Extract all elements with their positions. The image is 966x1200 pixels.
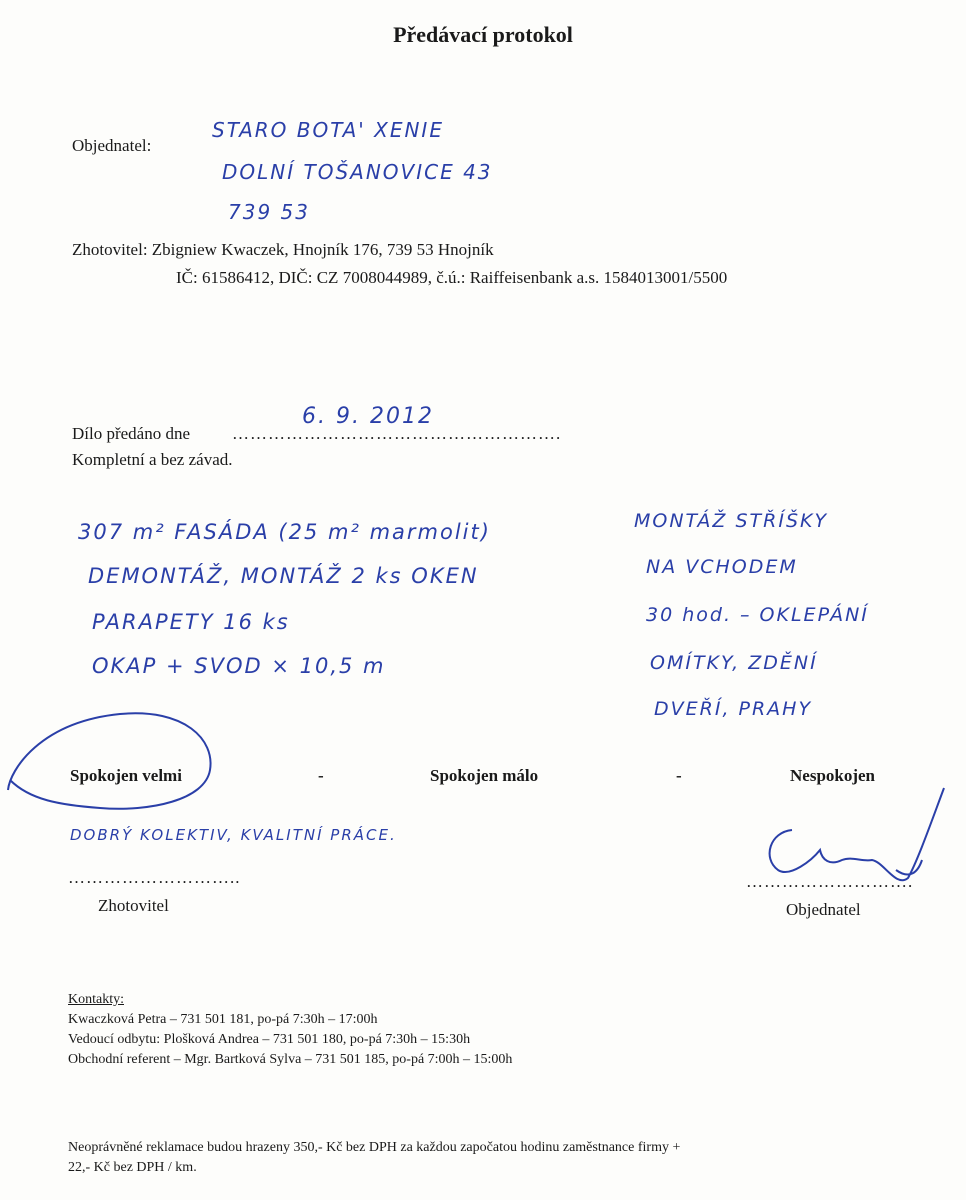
work-right-line-4: OMÍTKY, ZDĚNÍ: [650, 652, 818, 674]
rating-separator-1: -: [318, 766, 324, 785]
objednatel-signature-label: Objednatel: [786, 900, 861, 919]
rating-separator-2: -: [676, 766, 682, 785]
comment-handwritten: DOBRÝ KOLEKTIV, KVALITNÍ PRÁCE.: [70, 826, 397, 844]
predano-label: Dílo předáno dne: [72, 424, 191, 443]
rating-spokojen-malo: Spokojen málo: [430, 766, 539, 785]
work-right-line-3: 30 hod. – OKLEPÁNÍ: [646, 604, 869, 626]
predano-date-handwritten: 6. 9. 2012: [302, 404, 434, 429]
signature-right-dots: ……………………….: [746, 872, 914, 891]
kompletni-text: Kompletní a bez závad.: [72, 450, 233, 469]
rating-circle-mark: [8, 713, 211, 808]
objednatel-address-handwritten: DOLNÍ TOŠANOVICE 43: [222, 160, 493, 184]
contact-line-1: Kwaczková Petra – 731 501 181, po-pá 7:30h – 17:00h: [68, 1012, 378, 1027]
work-left-line-3: PARAPETY 16 ks: [92, 610, 290, 634]
rating-nespokojen: Nespokojen: [790, 766, 876, 785]
contact-line-3: Obchodní referent – Mgr. Bartková Sylva – 731 501 185, po-pá 7:00h – 15:00h: [68, 1052, 513, 1067]
work-right-line-2: NA VCHODEM: [646, 556, 798, 578]
customer-signature: [770, 788, 944, 880]
objednatel-label: Objednatel:: [72, 136, 152, 155]
signature-left-dots: ………………………..: [68, 868, 241, 887]
work-left-line-2: DEMONTÁŽ, MONTÁŽ 2 ks OKEN: [88, 564, 479, 588]
objednatel-zip-handwritten: 739 53: [228, 200, 310, 224]
zhotovitel-ids-line: IČ: 61586412, DIČ: CZ 7008044989, č.ú.: Raiffeisenbank a.s. 1584013001/5500: [176, 268, 728, 287]
predano-dots: ……………………………………………….: [232, 424, 562, 443]
document-title: Předávací protokol: [393, 22, 573, 47]
contacts-title: Kontakty:: [68, 992, 124, 1007]
note-line-2: 22,- Kč bez DPH / km.: [68, 1160, 197, 1175]
work-left-line-4: OKAP + SVOD × 10,5 m: [92, 654, 386, 678]
zhotovitel-line: Zhotovitel: Zbigniew Kwaczek, Hnojník 176, 739 53 Hnojník: [72, 240, 494, 259]
zhotovitel-signature-label: Zhotovitel: [98, 896, 169, 915]
work-right-line-1: MONTÁŽ STŘÍŠKY: [634, 510, 829, 532]
objednatel-name-handwritten: STARO BOTA' XENIE: [212, 118, 444, 142]
contact-line-2: Vedoucí odbytu: Plošková Andrea – 731 501 180, po-pá 7:30h – 15:30h: [68, 1032, 471, 1047]
note-line-1: Neoprávněné reklamace budou hrazeny 350,- Kč bez DPH za každou započatou hodinu zaměstnance firmy +: [68, 1140, 681, 1155]
rating-spokojen-velmi: Spokojen velmi: [70, 766, 182, 785]
work-right-line-5: DVEŘÍ, PRAHY: [654, 698, 813, 720]
work-left-line-1: 307 m² FASÁDA (25 m² marmolit): [78, 520, 491, 544]
